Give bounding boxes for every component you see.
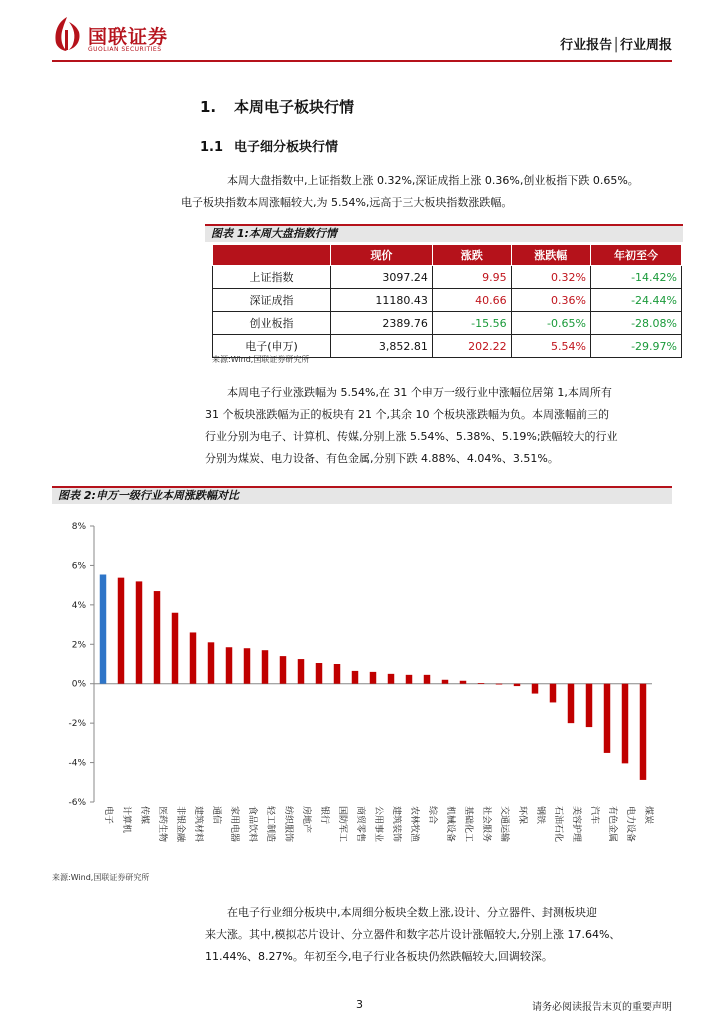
brand-name-cn: 国联证券 — [88, 26, 169, 48]
index-price: 11180.43 — [331, 289, 433, 312]
bar-美容护理 — [568, 684, 574, 723]
x-category-label: 国防军工 — [337, 806, 347, 843]
table-caption: 图表 1:本周大盘指数行情 — [205, 224, 683, 242]
section-heading-1-1 — [200, 136, 338, 155]
x-category-label: 房地产 — [301, 806, 311, 834]
brand-name-en: GUOLIAN SECURITIES — [88, 46, 162, 53]
bar-交通运输 — [496, 684, 502, 685]
table-header-cell — [213, 245, 331, 266]
footer-disclaimer: 请务必阅读报告末页的重要声明 — [532, 1002, 672, 1013]
bar-煤炭 — [640, 684, 646, 780]
bar-医药生物 — [154, 591, 160, 684]
x-category-label: 商贸零售 — [355, 806, 365, 843]
index-price: 3,852.81 — [331, 335, 433, 358]
text-line: 31 个板块涨跌幅为正的板块有 21 个,其余 10 个板块涨跌幅为负。本周涨幅前三的 — [205, 408, 609, 421]
table-header-cell: 年初至今 — [590, 245, 681, 266]
x-category-label: 食品饮料 — [247, 806, 257, 843]
x-category-label: 综合 — [427, 806, 437, 825]
x-category-label: 通信 — [211, 806, 221, 825]
subsection-number: 1.1 — [200, 140, 224, 155]
bar-建筑材料 — [190, 632, 196, 683]
x-category-label: 建筑装饰 — [391, 806, 401, 843]
x-category-label: 轻工制造 — [265, 806, 275, 843]
bar-房地产 — [298, 659, 304, 684]
bar-计算机 — [118, 578, 124, 684]
y-tick-label: 0% — [71, 679, 86, 690]
text-line: 电子板块指数本周涨幅较大,为 5.54%,远高于三大板块指数涨跌幅。 — [181, 196, 513, 209]
bar-综合 — [424, 675, 430, 684]
y-tick-label: 2% — [71, 640, 86, 651]
bar-纺织服饰 — [280, 656, 286, 684]
x-category-label: 社会服务 — [481, 806, 491, 843]
bar-汽车 — [586, 684, 592, 727]
x-category-label: 环保 — [517, 806, 527, 825]
table-row — [213, 289, 682, 312]
table-row — [213, 312, 682, 335]
paragraph-industry-ranking — [205, 382, 691, 470]
index-change-pct: 0.32% — [511, 266, 590, 289]
header-divider — [52, 60, 672, 62]
bar-商贸零售 — [352, 671, 358, 684]
index-ytd: -28.08% — [590, 312, 681, 335]
x-category-label: 农林牧渔 — [409, 806, 419, 843]
bar-轻工制造 — [262, 650, 268, 684]
bar-建筑装饰 — [388, 674, 394, 684]
section-number: 1. — [200, 98, 217, 116]
x-category-label: 计算机 — [121, 806, 131, 834]
table-header-cell: 涨跌幅 — [511, 245, 590, 266]
x-category-label: 电力设备 — [625, 806, 635, 843]
index-ytd: -29.97% — [590, 335, 681, 358]
figure-source: 来源:Wind,国联证券研究所 — [52, 873, 150, 882]
section-heading-1 — [200, 96, 354, 117]
bar-银行 — [316, 663, 322, 684]
x-category-label: 非银金融 — [175, 806, 185, 843]
y-tick-label: 4% — [71, 600, 86, 611]
index-name: 上证指数 — [213, 266, 331, 289]
index-change-pct: -0.65% — [511, 312, 590, 335]
x-category-label: 交通运输 — [499, 806, 509, 843]
x-category-label: 钢铁 — [535, 806, 545, 825]
text-line: 本周大盘指数中,上证指数上涨 0.32%,深证成指上涨 0.36%,创业板指下跌 0.65%。 — [227, 174, 639, 187]
bar-钢铁 — [532, 684, 538, 694]
bar-非银金融 — [172, 613, 178, 684]
index-change: -15.56 — [432, 312, 511, 335]
industry-bar-chart — [52, 510, 672, 862]
index-ytd: -14.42% — [590, 266, 681, 289]
y-tick-label: -4% — [68, 758, 86, 769]
table-row — [213, 266, 682, 289]
page-number: 3 — [356, 998, 363, 1011]
bar-环保 — [514, 684, 520, 686]
x-category-label: 石油石化 — [553, 806, 563, 843]
index-name: 创业板指 — [213, 312, 331, 335]
index-name: 深证成指 — [213, 289, 331, 312]
bar-基础化工 — [460, 681, 466, 684]
x-category-label: 有色金属 — [607, 806, 617, 843]
subsection-title: 电子细分板块行情 — [234, 140, 339, 155]
text-line: 本周电子行业涨跌幅为 5.54%,在 31 个申万一级行业中涨幅位居第 1,本周所有 — [227, 386, 612, 399]
x-category-label: 传媒 — [139, 806, 149, 825]
x-category-label: 医药生物 — [157, 806, 167, 843]
x-category-label: 基础化工 — [463, 806, 473, 843]
x-category-label: 公用事业 — [373, 806, 383, 843]
bar-农林牧渔 — [406, 675, 412, 684]
bar-通信 — [208, 642, 214, 683]
bar-电子 — [100, 574, 106, 683]
index-change: 40.66 — [432, 289, 511, 312]
bar-传媒 — [136, 581, 142, 683]
index-change: 202.22 — [432, 335, 511, 358]
x-category-label: 机械设备 — [445, 806, 455, 843]
bar-社会服务 — [478, 683, 484, 684]
y-tick-label: 8% — [71, 522, 86, 532]
x-category-label: 电子 — [103, 806, 113, 825]
y-tick-label: -6% — [68, 798, 86, 808]
x-category-label: 家用电器 — [229, 806, 239, 843]
index-table — [212, 244, 682, 358]
x-category-label: 银行 — [319, 806, 329, 825]
index-name: 电子(申万) — [213, 335, 331, 358]
report-type: 行业报告│行业周报 — [560, 38, 672, 53]
bar-国防军工 — [334, 664, 340, 684]
text-line: 在电子行业细分板块中,本周细分板块全数上涨,设计、分立器件、封测板块迎 — [227, 906, 597, 919]
x-category-label: 美容护理 — [571, 806, 581, 843]
paragraph-market-summary — [181, 170, 691, 214]
bar-有色金属 — [604, 684, 610, 753]
bar-食品饮料 — [244, 648, 250, 683]
table-header-cell: 涨跌 — [432, 245, 511, 266]
text-line: 来大涨。其中,模拟芯片设计、分立器件和数字芯片设计涨幅较大,分别上涨 17.64%、 — [205, 928, 621, 941]
text-line: 行业分别为电子、计算机、传媒,分别上涨 5.54%、5.38%、5.19%;跌幅较大的行业 — [205, 430, 618, 443]
table-header-cell: 现价 — [331, 245, 433, 266]
index-change: 9.95 — [432, 266, 511, 289]
index-change-pct: 5.54% — [511, 335, 590, 358]
text-line: 11.44%、8.27%。年初至今,电子行业各板块仍然跌幅较大,回调较深。 — [205, 950, 553, 963]
section-title: 本周电子板块行情 — [234, 98, 355, 116]
logo-mark-icon — [52, 16, 82, 52]
x-category-label: 煤炭 — [643, 806, 653, 825]
x-category-label: 汽车 — [589, 806, 599, 825]
index-change-pct: 0.36% — [511, 289, 590, 312]
bar-家用电器 — [226, 647, 232, 683]
index-ytd: -24.44% — [590, 289, 681, 312]
x-category-label: 纺织服饰 — [283, 806, 293, 843]
paragraph-subsector — [205, 902, 691, 968]
table-header-row — [213, 245, 682, 266]
index-price: 2389.76 — [331, 312, 433, 335]
y-tick-label: 6% — [71, 561, 86, 572]
bar-机械设备 — [442, 680, 448, 684]
x-category-label: 建筑材料 — [193, 806, 203, 843]
table-source: 来源:Wind,国联证券研究所 — [212, 355, 310, 364]
bar-石油石化 — [550, 684, 556, 703]
y-tick-label: -2% — [68, 719, 86, 730]
text-line: 分别为煤炭、电力设备、有色金属,分别下跌 4.88%、4.04%、3.51%。 — [205, 452, 559, 465]
bar-公用事业 — [370, 672, 376, 684]
figure-caption: 图表 2:申万一级行业本周涨跌幅对比 — [52, 486, 672, 504]
bar-电力设备 — [622, 684, 628, 764]
index-price: 3097.24 — [331, 266, 433, 289]
